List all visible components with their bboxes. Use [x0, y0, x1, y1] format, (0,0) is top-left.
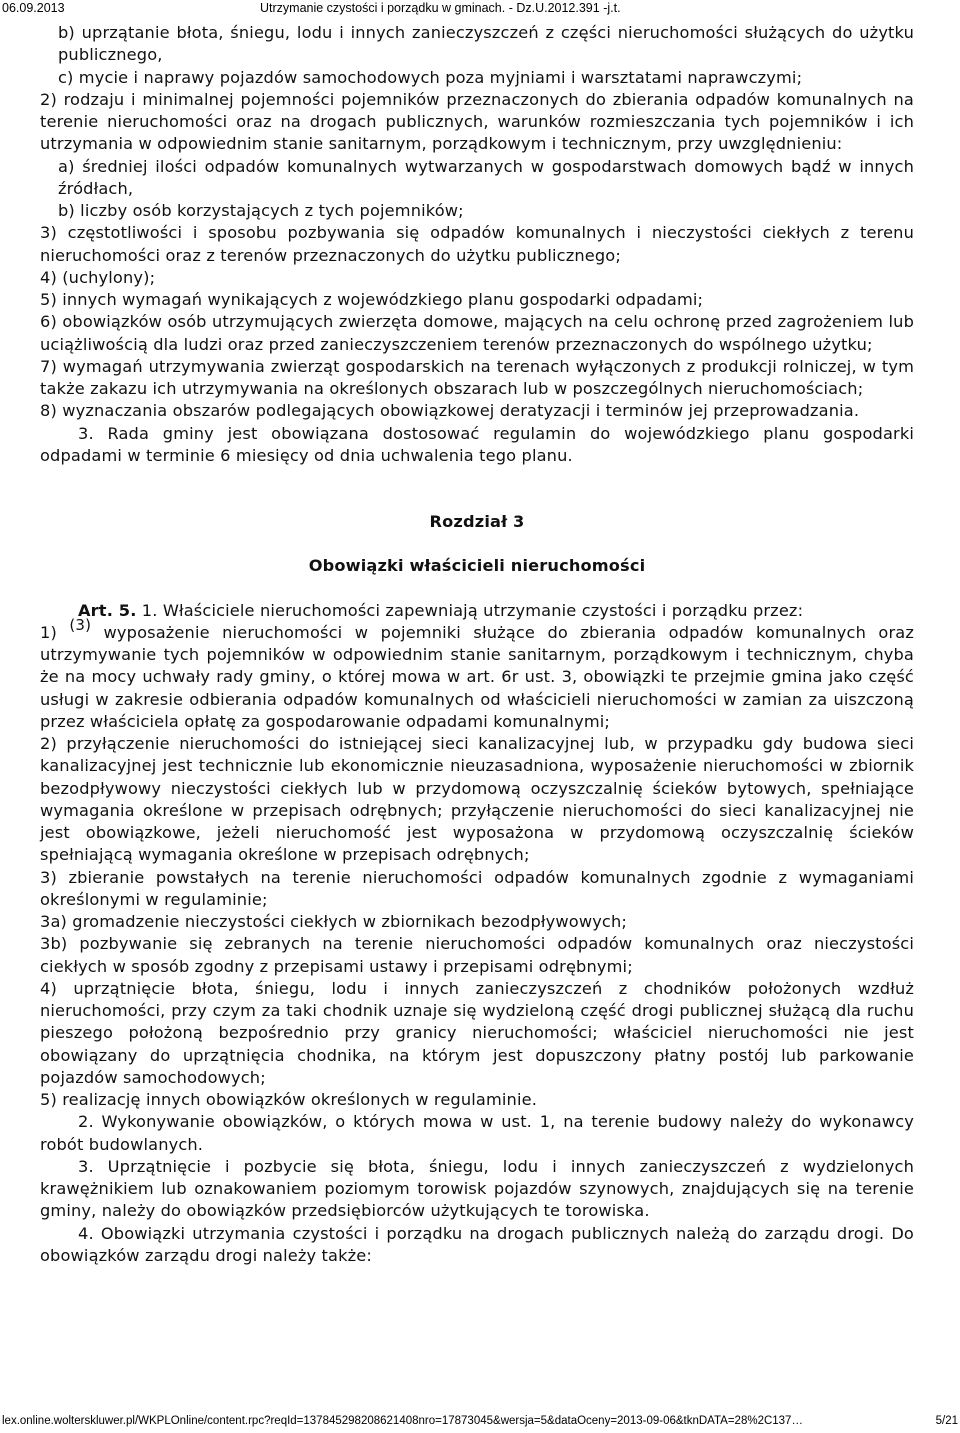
item-c-car-washing: c) mycie i naprawy pojazdów samochodowych poza myjniami i warsztatami naprawczymi; [58, 67, 803, 87]
item-2a-average-waste: a) średniej ilości odpadów komunalnych wytwarzanych w gospodarstwach domowych bądź w innych źródłach, [58, 156, 914, 198]
item-8-deratization: 8) wyznaczania obszarów podlegających obowiązkowej deratyzacji i terminów jej przeprowadzania. [40, 401, 860, 421]
article-5-intro [40, 600, 914, 622]
item-3-waste-collection: 3) zbieranie powstałych na terenie nieruchomości odpadów komunalnych zgodnie z wymaganiami określonymi w regulaminie; [40, 867, 914, 909]
footnote-ref-3[interactable]: (3) [69, 615, 92, 634]
item-5-other-duties: 5) realizację innych obowiązków określonych w regulaminie. [40, 1090, 538, 1109]
item-4-sidewalk-cleaning: 4) uprzątnięcie błota, śniegu, lodu i innych zanieczyszczeń z chodników położonych wzdłuż nieruchomości, przy czym za taki chodnik uznaje się wydzieloną część drogi publicznej służącą dla ruchu pieszego położoną bezpośrednio przy granicy nieruchomości; właściciel nieruchomości nie jest obowiązany do uprzątnięcia chodnika, na którym jest dopuszczony płatny postój lub parkowanie pojazdów samochodowych; [40, 978, 914, 1087]
document-body [40, 22, 914, 1267]
item-7-livestock: 7) wymagań utrzymywania zwierząt gospodarskich na terenach wyłączonych z produkcji rolniczej, w tym także zakazu ich utrzymywania na określonych obszarach lub w poszczególnych nieruchomościach; [40, 356, 914, 398]
item-2b-users-count: b) liczby osób korzystających z tych pojemników; [58, 201, 464, 220]
item-3b-waste-disposal: 3b) pozbywanie się zebranych na terenie nieruchomości odpadów komunalnych oraz nieczystości ciekłych w sposób zgodny z przepisami ustawy i przepisami odrębnymi; [40, 934, 914, 976]
print-title: Utrzymanie czystości i porządku w gminach. - Dz.U.2012.391 -j.t. [260, 1, 621, 15]
article-5-intro-text: 1. Właściciele nieruchomości zapewniają utrzymanie czystości i porządku przez: [141, 600, 804, 620]
page-number: 5/21 [935, 1415, 958, 1427]
item-2-sewage: 2) przyłączenie nieruchomości do istniejącej sieci kanalizacyjnej lub, w przypadku gdy budowa sieci kanalizacyjnej jest technicznie lub ekonomicznie nieuzasadniona, wyposażenie nieruchomości w zbiornik bezodpływowy nieczystości ciekłych lub w przydomową oczyszczalnię ścieków bytowych, spełniające wymagania określone w przepisach odrębnych; przyłączenie nieruchomości do sieci kanalizacyjnej nie jest obowiązkowe, jeżeli nieruchomość jest wyposażona w przydomową oczyszczalnię ścieków spełniającą wymagania określone w przepisach odrębnych; [40, 734, 914, 865]
item-2-containers: 2) rodzaju i minimalnej pojemności pojemników przeznaczonych do zbierania odpadów komunalnych na terenie nieruchomości oraz na drogach publicznych, warunków rozmieszczania tych pojemników i ich utrzymania w odpowiednim stanie sanitarnym, porządkowym i technicznym, przy uwzględnieniu: [40, 89, 914, 154]
chapter-heading: Rozdział 3 [429, 512, 525, 531]
item-3a-liquid-waste: 3a) gromadzenie nieczystości ciekłych w zbiornikach bezodpływowych; [40, 912, 627, 931]
print-footer [0, 1413, 960, 1431]
chapter-title: Obowiązki właścicieli nieruchomości [308, 556, 646, 576]
item-b-mud-removal: b) uprzątanie błota, śniegu, lodu i innych zanieczyszczeń z części nieruchomości służących do użytku publicznego, [58, 23, 914, 65]
item-5-other-requirements: 5) innych wymagań wynikających z wojewódzkiego planu gospodarki odpadami; [40, 290, 704, 309]
item-4-repealed: 4) (uchylony); [40, 267, 156, 287]
item-6-pet-owners: 6) obowiązków osób utrzymujących zwierzęta domowe, mających na celu ochronę przed zagrożeniem lub uciążliwością dla ludzi oraz przed zanieczyszczeniem terenów przeznaczonych do wspólnego użytku; [40, 312, 914, 354]
item-3-frequency: 3) częstotliwości i sposobu pozbywania się odpadów komunalnych i nieczystości ciekłych z terenu nieruchomości oraz z terenów przeznaczonych do użytku publicznego; [40, 223, 914, 265]
print-url: lex.online.wolterskluwer.pl/WKPLOnline/content.rpc?reqId=137845298208621408nro=17873045&wersja=5&dataOceny=2013-09-06&tknDATA=28%2C137… [2, 1415, 803, 1427]
paragraph-3-tramways: 3. Uprzątnięcie i pozbycie się błota, śniegu, lodu i innych zanieczyszczeń z wydzielonych krawężnikiem lub oznakowaniem poziomym torowisk pojazdów szynowych, znajdujących się na terenie gminy, należy do obowiązków przedsiębiorców użytkujących te torowiska. [40, 1156, 914, 1221]
print-header [0, 0, 960, 18]
item-1-text: wyposażenie nieruchomości w pojemniki służące do zbierania odpadów komunalnych oraz utrzymywanie tych pojemników w odpowiednim stanie sanitarnym, porządkowym i technicznym, chyba że na mocy uchwały rady gminy, o której mowa w art. 6r ust. 3, obowiązki te przejmie gmina jako część usługi w zakresie odbierania odpadów komunalnych od właścicieli nieruchomości w zamian za uiszczoną przez właściciela opłatę za gospodarowanie odpadami komunalnymi; [40, 622, 915, 731]
article-number: Art. 5. [78, 600, 137, 620]
paragraph-2-construction: 2. Wykonywanie obowiązków, o których mowa w ust. 1, na terenie budowy należy do wykonawcy robót budowlanych. [40, 1112, 914, 1154]
paragraph-4-road-management: 4. Obowiązki utrzymania czystości i porządku na drogach publicznych należą do zarządu drogi. Do obowiązków zarządu drogi należy także: [40, 1223, 914, 1265]
paragraph-3-council: 3. Rada gminy jest obowiązana dostosować regulamin do wojewódzkiego planu gospodarki odpadami w terminie 6 miesięcy od dnia uchwalenia tego planu. [40, 423, 914, 465]
item-1-number: 1) [40, 622, 57, 642]
item-1-containers-equipment [40, 615, 915, 733]
print-date: 06.09.2013 [2, 1, 65, 15]
